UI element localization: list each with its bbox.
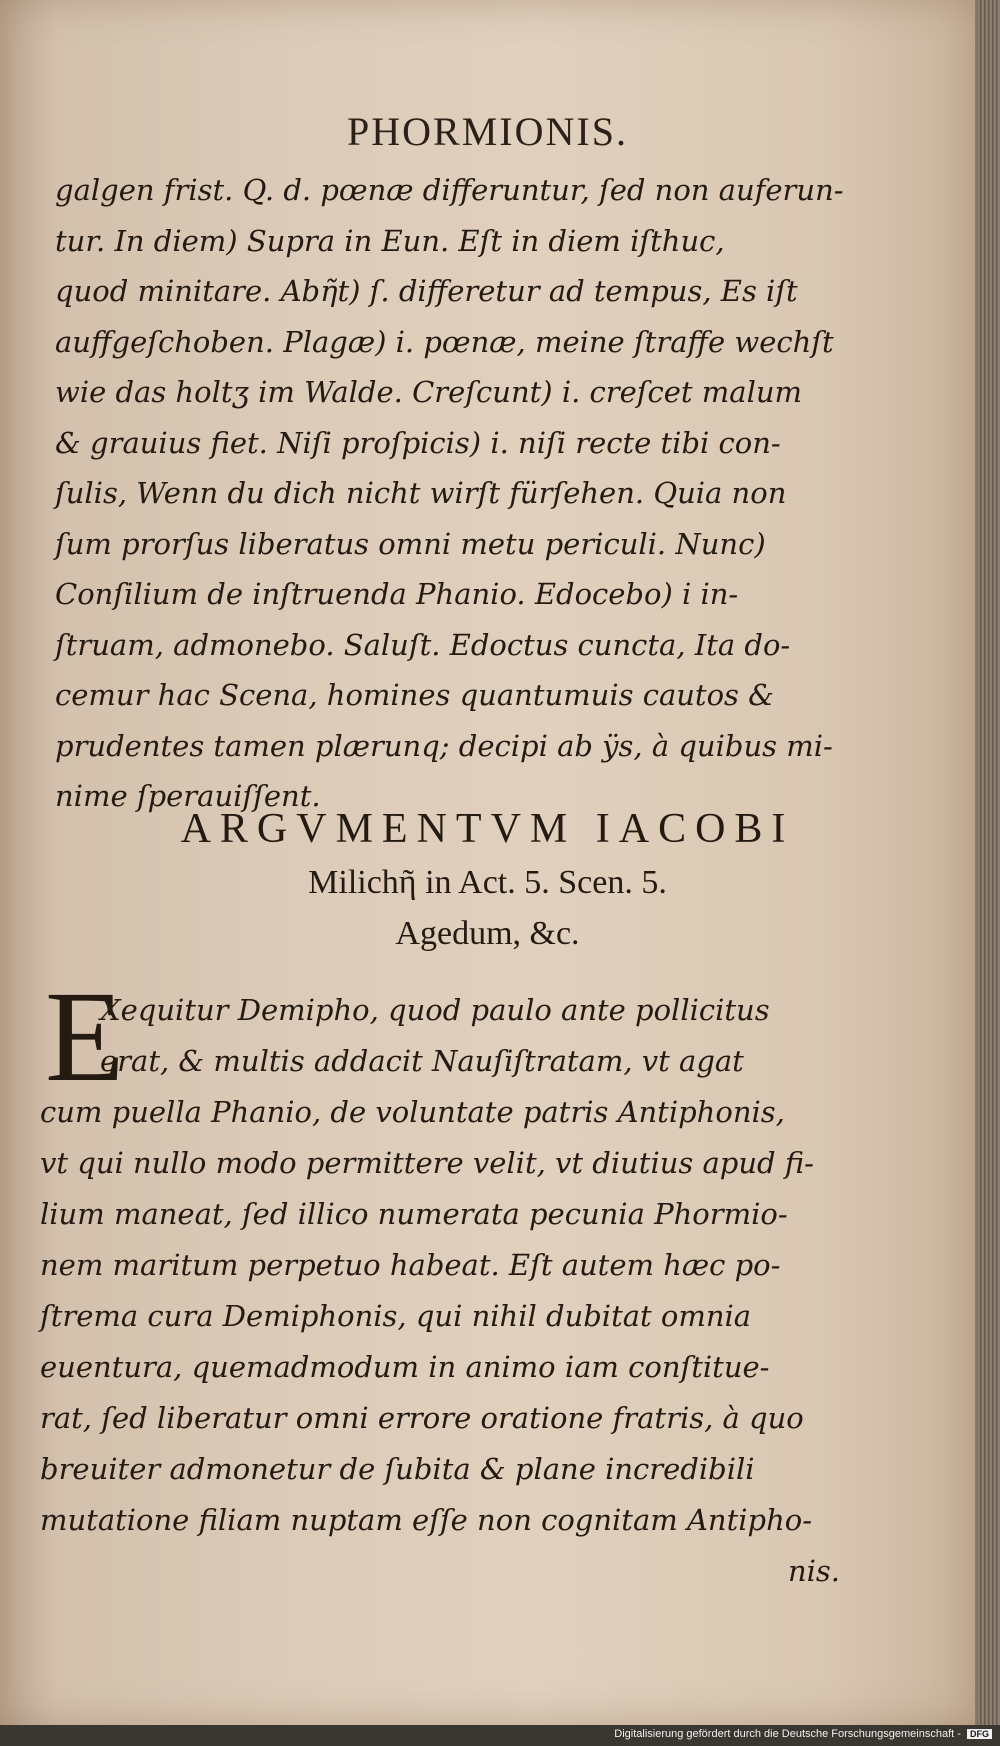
text-line: cemur hac Scena, homines quantumuis cautos & [55,678,774,712]
text-line: mutatione filiam nuptam eſſe non cognitam Antipho- [40,1503,813,1537]
text-line: ſtrema cura Demiphonis, qui nihil dubitat omnia [40,1299,752,1333]
section-subtitle: Milichῆ in Act. 5. Scen. 5. [308,864,667,901]
section-heading [0,800,975,960]
text-line: auffgeſchoben. Plagæ) i. pœnæ, meine ſtraffe wechſt [55,324,834,359]
text-line: wie das holtʒ im Walde. Creſcunt) i. creſcet malum [55,375,803,409]
text-line: tur. In diem) Supra in Eun. Eſt in diem iſthuc, [55,223,725,258]
digitization-credit [614,1728,992,1740]
text-line: nem maritum perpetuo habeat. Eſt autem hæc po- [40,1248,781,1282]
text-line: cum puella Phanio, de voluntate patris Antiphonis, [40,1095,785,1129]
text-line: Xequitur Demipho, quod paulo ante pollicitus [100,993,770,1027]
running-head: PHORMIONIS. [347,109,628,154]
text-line: erat, & multis addacit Nauſiſtratam, vt agat [100,1044,744,1078]
text-line: ſum prorſus liberatus omni metu periculi. Nunc) [55,526,766,561]
text-line: Conſilium de inſtruenda Phanio. Edocebo) i in- [55,577,739,611]
text-line: euentura, quemadmodum in animo iam conſtitue- [40,1350,770,1384]
text-line: prudentes tamen plærunq; decipi ab ÿs, à quibus mi- [55,728,833,763]
dfg-logo: DFG [967,1729,992,1739]
text-line: breuiter admonetur de ſubita & plane incredibili [40,1452,755,1486]
text-line: ſtruam, admonebo. Saluſt. Edoctus cuncta, Ita do- [55,627,791,662]
text-line: rat, ſed liberatur omni errore oratione fratris, à quo [40,1401,804,1435]
text-line: ſulis, Wenn du dich nicht wirſt fürſehen. Quia non [55,476,787,510]
commentary-text [55,165,845,822]
text-line: nis. [787,1554,840,1588]
digitization-note: Digitalisierung gefördert durch die Deutsche Forschungsgemeinschaft - [614,1728,961,1740]
section-incipit: Agedum, &c. [395,915,580,952]
section-title: ARGVMENTVM IACOBI [180,806,795,852]
text-line: galgen frist. Q. d. pœnæ differuntur, ſed non auferun- [55,173,844,207]
text-line: lium maneat, ſed illico numerata pecunia Phormio- [40,1197,788,1231]
text-line: & grauius fiet. Niſi proſpicis) i. niſi recte tibi con- [55,425,781,460]
page-edges [977,0,1000,1725]
argument-text [40,985,840,1597]
drop-cap: E [45,965,125,1109]
text-line: quod minitare. Abῆt) ſ. differetur ad tempus, Es iſt [55,274,798,308]
text-line: nime ſperauiſſent. [55,779,321,813]
text-line: vt qui nullo modo permittere velit, vt diutius apud fi- [40,1146,814,1180]
